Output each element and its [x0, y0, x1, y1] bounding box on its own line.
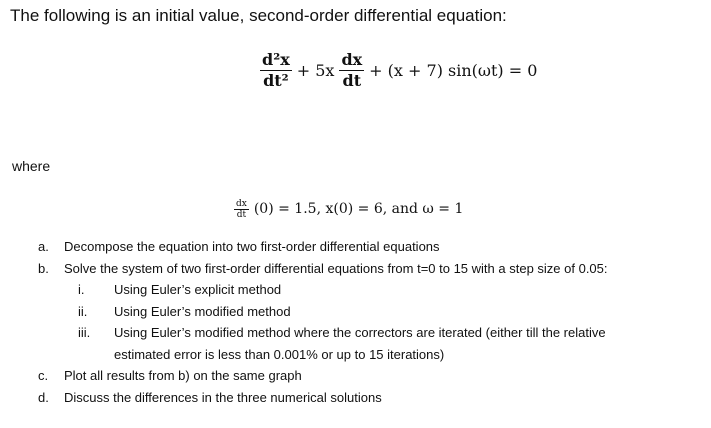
list-marker: d. [38, 389, 49, 405]
initial-conditions [232, 194, 463, 224]
equation-mid-term: + 5x [296, 60, 335, 80]
sub-list-item [38, 322, 608, 344]
list-item-text: Decompose the equation into two first-order differential equations [64, 239, 440, 254]
list-marker: c. [38, 368, 49, 383]
initial-derivative-fraction [234, 199, 249, 220]
main-equation [258, 40, 540, 100]
fraction-numerator: dx [341, 49, 363, 69]
list-item-text: Plot all results from b) on the same graph [64, 368, 302, 383]
list-item-text: Using Euler’s explicit method [114, 282, 282, 297]
list-item [38, 365, 608, 387]
intro-text: The following is an initial value, second-order differential equation: [10, 6, 507, 25]
list-item [38, 236, 608, 258]
list-marker: a. [38, 239, 49, 254]
second-derivative-fraction [260, 50, 292, 91]
list-marker: b. [38, 260, 49, 276]
list-marker: i. [78, 282, 85, 297]
fraction-denominator: dt [342, 70, 362, 90]
list-item-text: Using Euler’s modified method where the correctors are iterated (either till the relative [114, 325, 606, 340]
list-marker: iii. [78, 325, 91, 340]
list-item-text: Discuss the differences in the three numerical solutions [64, 389, 382, 405]
fraction-numerator: d²x [262, 49, 290, 69]
list-marker: ii. [78, 303, 88, 319]
sub-list-item [38, 301, 608, 323]
initial-conditions-text: (0) = 1.5, x(0) = 6, and ω = 1 [253, 201, 464, 217]
list-item [38, 387, 608, 409]
list-item-continuation: estimated error is less than 0.001% or up to 15 iterations) [114, 346, 445, 362]
list-item-text: Solve the system of two first-order differential equations from t=0 to 15 with a step size of 0.05: [64, 260, 608, 276]
fraction-denominator: dt [236, 209, 247, 220]
fraction-numerator: dx [236, 198, 247, 209]
task-list [38, 236, 608, 408]
where-label: where [12, 158, 51, 174]
sub-list-item [38, 279, 608, 301]
fraction-denominator: dt² [263, 70, 289, 90]
equation-tail: + (x + 7) sin(ωt) = 0 [369, 60, 538, 80]
list-item-text: Using Euler’s modified method [114, 303, 291, 319]
first-derivative-fraction [339, 50, 364, 91]
list-item [38, 258, 608, 280]
